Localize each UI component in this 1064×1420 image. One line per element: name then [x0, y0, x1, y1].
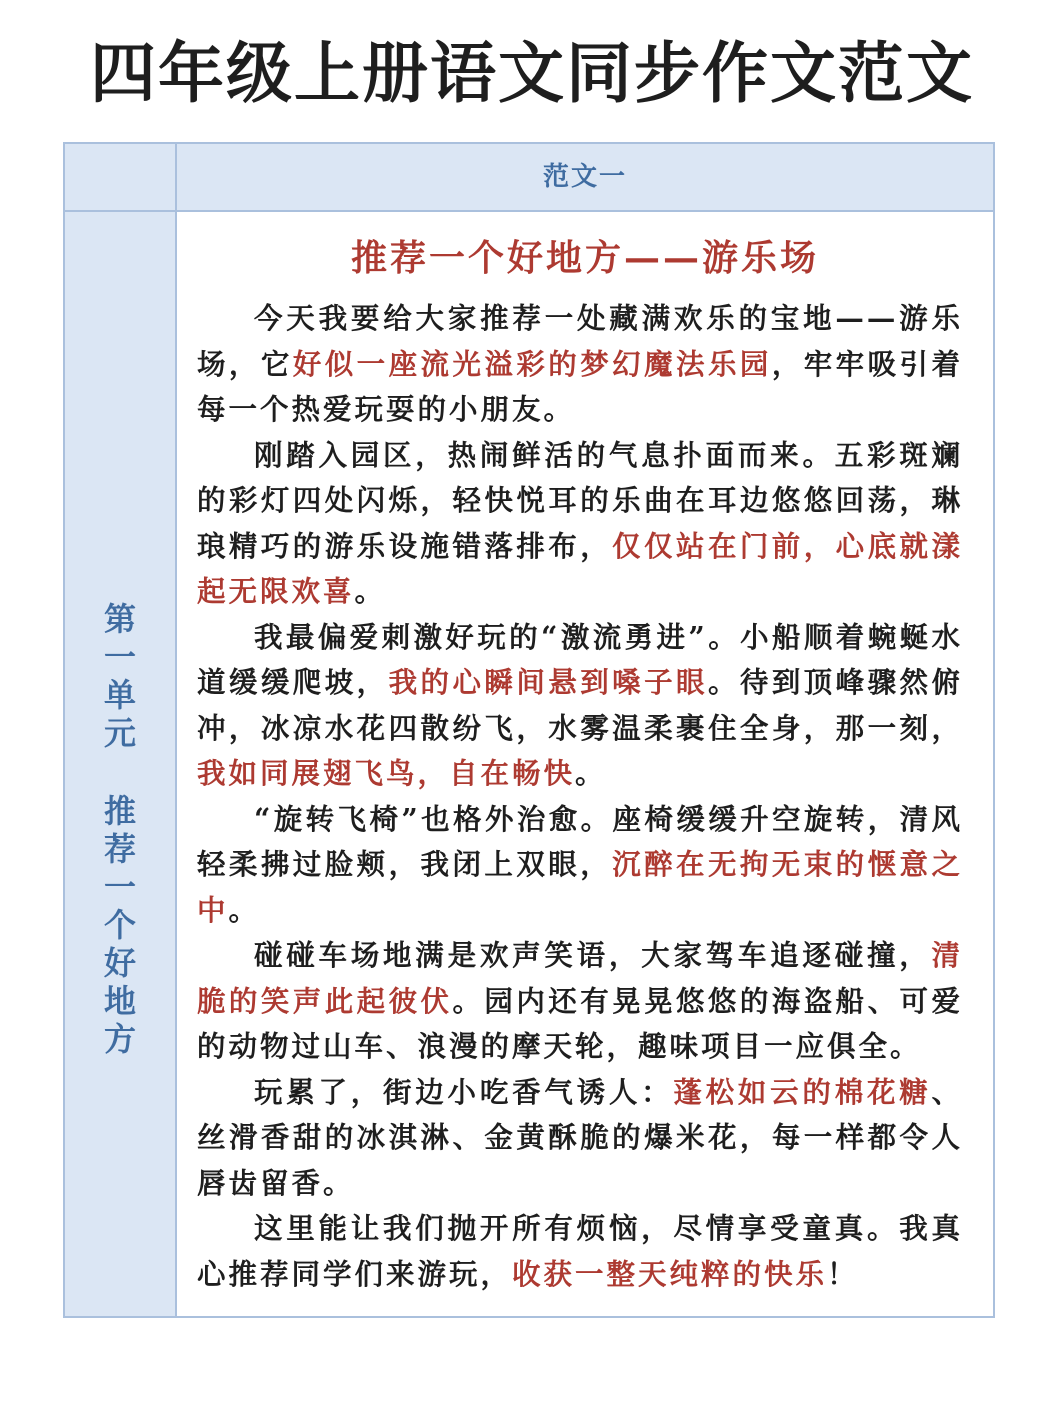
paragraph [197, 1070, 963, 1207]
sidebar-char: 好 [103, 944, 136, 982]
sidebar-char: 一 [103, 868, 136, 906]
highlight-text: 我的心瞬间悬到嗓子眼 [388, 665, 708, 699]
paragraph-text: 。 [354, 574, 387, 608]
paragraph-text: 。待到顶峰骤然俯冲，冰凉水花四散纷飞，水雾温柔裹住全身，那一刻， [197, 665, 963, 745]
paragraph-text: 、丝滑香甜的冰淇淋、金黄酥脆的爆米花，每一样都令人唇齿留香。 [197, 1074, 963, 1200]
paragraph [197, 296, 963, 433]
paragraph-text: ，牢牢吸引着每一个热爱玩耍的小朋友。 [197, 346, 963, 426]
highlight-text: 沉醉在无拘无束的惬意之中 [197, 847, 963, 927]
paragraph-text: 。 [228, 892, 261, 927]
sidebar-char: 第 [103, 600, 136, 638]
paragraph [197, 615, 963, 797]
highlight-text: 蓬松如云的棉花糖 [673, 1074, 932, 1109]
sample-label: 范文一 [542, 162, 627, 192]
sidebar-char: 单 [103, 676, 136, 714]
highlight-text: 好似一座流光溢彩的梦幻魔法乐园 [292, 346, 772, 381]
highlight-text: 我如同展翅飞鸟，自在畅快 [197, 756, 576, 790]
sidebar-char: 地 [103, 982, 136, 1020]
essay-content [177, 212, 993, 1316]
topic-label [65, 792, 175, 1058]
paragraph-text: 玩累了，街边小吃香气诱人： [254, 1074, 674, 1109]
paragraph [197, 797, 963, 934]
unit-sidebar [65, 212, 177, 1316]
highlight-text: 收获一整天纯粹的快乐 [512, 1256, 828, 1291]
sidebar-char: 荐 [103, 830, 136, 868]
sidebar-char: 个 [103, 906, 136, 944]
paragraph [197, 933, 963, 1070]
paragraph-text: 今天我要给大家推荐一处藏满欢乐的宝地——游乐场，它 [197, 301, 963, 381]
paragraph-text: “旋转飞椅”也格外治愈。座椅缓缓升空旋转，清风轻柔拂过脸颊，我闭上双眼， [197, 801, 963, 881]
unit-sidebar-text [65, 600, 175, 1058]
page-title: 四年级上册语文同步作文范文 [90, 35, 974, 112]
sidebar-char: 推 [103, 792, 136, 830]
paragraph-text: 。园内还有晃晃悠悠的海盗船、可爱的动物过山车、浪漫的摩天轮，趣味项目一应俱全。 [197, 983, 963, 1063]
highlight-text: 清脆的笑声此起彼伏 [197, 938, 963, 1018]
paragraph-text: 碰碰车场地满是欢声笑语，大家驾车追逐碰撞， [254, 938, 932, 972]
highlight-text: 仅仅站在门前，心底就漾起无限欢喜 [197, 528, 963, 608]
paragraph-text: 刚踏入园区，热闹鲜活的气息扑面而来。五彩斑斓的彩灯四处闪烁，轻快悦耳的乐曲在耳边悠悠回荡，琳琅精巧的游乐设施错落排布， [197, 437, 963, 563]
paragraph-text: 我最偏爱刺激好玩的“激流勇进”。小船顺着蜿蜒水道缓缓爬坡， [197, 619, 963, 699]
paragraph [197, 433, 963, 615]
paragraph-text: 。 [575, 756, 607, 790]
header-corner-cell [65, 144, 177, 210]
essay-table [63, 142, 995, 1318]
sidebar-char: 方 [103, 1020, 136, 1058]
unit-label [65, 600, 175, 752]
paragraph-text: ！ [827, 1256, 859, 1291]
paragraph [197, 1206, 963, 1297]
sidebar-char: 一 [103, 638, 136, 676]
essay-body [197, 296, 963, 1297]
essay-title: 推荐一个好地方——游乐场 [350, 237, 819, 279]
paragraph-text: 这里能让我们抛开所有烦恼，尽情享受童真。我真心推荐同学们来游玩， [197, 1211, 963, 1291]
table-header-row [65, 144, 993, 212]
sidebar-char: 元 [103, 714, 136, 752]
